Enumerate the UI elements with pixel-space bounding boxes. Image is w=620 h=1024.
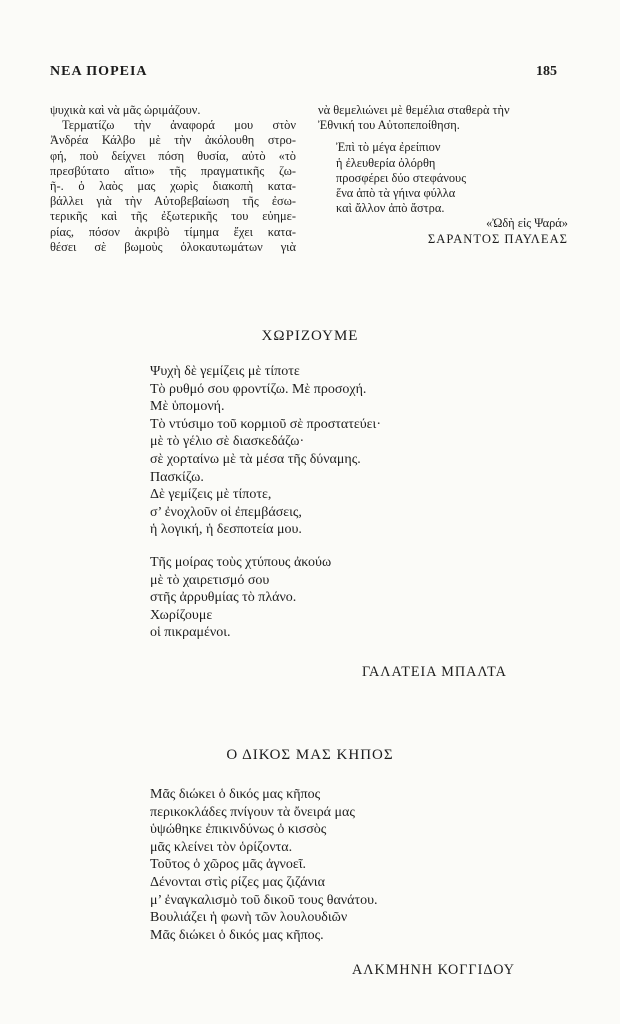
prose-line: βάλλει γιὰ τὴν Αὐτοβεβαίωση τῆς ἐσω-	[50, 194, 296, 209]
poem-line: Δένονται στὶς ρίζες μας ζιζάνια	[150, 874, 325, 890]
poem-line: Δὲ γεμίζεις μὲ τίποτε,	[150, 487, 272, 503]
poem-line: ὑψώθηκε ἐπικινδύνως ὁ κισσὸς	[150, 822, 327, 838]
prose-line: Τερματίζω τὴν ἀναφορά μου στὸν	[62, 118, 296, 133]
poem-line: Τὸ ντύσιμο τοῦ κορμιοῦ σὲ προστατεύει·	[150, 416, 381, 432]
poem-line: Χωρίζουμε	[150, 607, 213, 623]
poem-author: ΑΛΚΜΗΝΗ ΚΟΓΓΙΔΟΥ	[352, 962, 515, 978]
prose-line: φή, ποὺ δείχνει πόση θυσία, αὐτὸ «τὸ	[50, 148, 296, 163]
prose-line: ψυχικὰ καὶ νὰ μᾶς ὡριμάζουν.	[50, 103, 201, 117]
poem-title: ΧΩΡΙΖΟΥΜΕ	[261, 328, 359, 344]
quote-line: προσφέρει δύο στεφάνους	[336, 170, 467, 185]
poem-line: σ’ ἐνοχλοῦν οἱ ἐπεμβάσεις,	[150, 504, 302, 520]
poem-line: στῆς ἀρρυθμίας τὸ πλάνο.	[150, 590, 297, 606]
poem-line: Ψυχὴ δὲ γεμίζεις μὲ τίποτε	[150, 364, 300, 379]
poem-line: μὲ τὸ χαιρετισμό σου	[150, 572, 270, 588]
prose-line: Ἀνδρέα Κάλβο μὲ τὴν ἀκόλουθη στρο-	[50, 133, 296, 148]
page-number: 185	[536, 64, 557, 79]
poem-line: Τοῦτος ὁ χῶρος μᾶς ἀγνοεῖ.	[150, 857, 307, 873]
prose-line: ῆ-. ὁ λαὸς μας χωρὶς διακοπὴ κατα-	[50, 179, 296, 194]
poem-line: μᾶς κλείνει τὸν ὁρίζοντα.	[150, 839, 293, 855]
poem-line: Τὸ ρυθμό σου φροντίζω. Μὲ προσοχή.	[150, 381, 367, 397]
poem-author: ΓΑΛΑΤΕΙΑ ΜΠΑΛΤΑ	[362, 664, 507, 680]
poem-line: Πασκίζω.	[150, 469, 204, 485]
poem-line: μὲ τὸ γέλιο σὲ διασκεδάζω·	[150, 434, 305, 450]
prose-line: Ἐθνική του Αὐτοπεποίθηση.	[318, 118, 460, 133]
quote-line: καὶ ἄλλον ἀπὸ ἄστρα.	[336, 201, 445, 216]
running-title: ΝΕΑ ΠΟΡΕΙΑ	[50, 64, 148, 79]
poem-line: Μᾶς διώκει ὁ δικός μας κῆπος	[150, 787, 321, 802]
poem-line: περικοκλάδες πνίγουν τὰ ὄνειρά μας	[150, 804, 355, 820]
prose-left-column	[50, 103, 296, 255]
quote-line: ἕνα ἀπὸ τὰ γήινα φύλλα	[336, 186, 456, 201]
poem-line: Τῆς μοίρας τοὺς χτύπους ἀκούω	[150, 554, 332, 570]
poem-line: σὲ χορταίνω μὲ τὰ μέσα τῆς δύναμης.	[150, 451, 361, 467]
prose-line: θέσει σὲ βωμοὺς ὁλοκαυτωμάτων γιὰ	[50, 239, 296, 254]
quote-line: Ἐπὶ τὸ μέγα ἐρείπιον	[336, 140, 441, 155]
quote-source: «Ὠδὴ εἰς Ψαρά»	[486, 216, 568, 231]
quoted-verse	[318, 140, 570, 216]
poem-line: οἱ πικραμένοι.	[150, 625, 231, 641]
poem-line: Μὲ ὑπομονή.	[150, 399, 225, 415]
poem-line: μ’ ἐναγκαλισμὸ τοῦ δικοῦ τους θανάτου.	[150, 892, 378, 908]
poem-line: ἡ λογική, ἡ δεσποτεία μου.	[150, 522, 302, 538]
prose-line: πρεσβύτατο αἴτιο» τῆς πραγματικῆς ζω-	[50, 163, 296, 178]
prose-line: τερικῆς καὶ τῆς ἐξωτερικῆς του εὐημε-	[50, 209, 296, 224]
prose-line: νὰ θεμελιώνει μὲ θεμέλια σταθερὰ τὴν	[318, 103, 510, 117]
quote-line: ἡ ἐλευθερία ὀλόρθη	[336, 155, 436, 170]
prose-right-column	[318, 103, 570, 247]
prose-line: ρίας, πόσον ἀκριβὸ τίμημα ἔχει κατα-	[50, 224, 296, 239]
poem-line: Βουλιάζει ἡ φωνὴ τῶν λουλουδιῶν	[150, 910, 348, 926]
poem-title: Ο ΔΙΚΟΣ ΜΑΣ ΚΗΠΟΣ	[226, 747, 394, 763]
poem-body	[150, 786, 378, 944]
poem-line: Μᾶς διώκει ὁ δικός μας κῆπος.	[150, 927, 324, 943]
poem-body	[150, 363, 381, 642]
prose-author: ΣΑΡΑΝΤΟΣ ΠΑΥΛΕΑΣ	[427, 231, 568, 246]
